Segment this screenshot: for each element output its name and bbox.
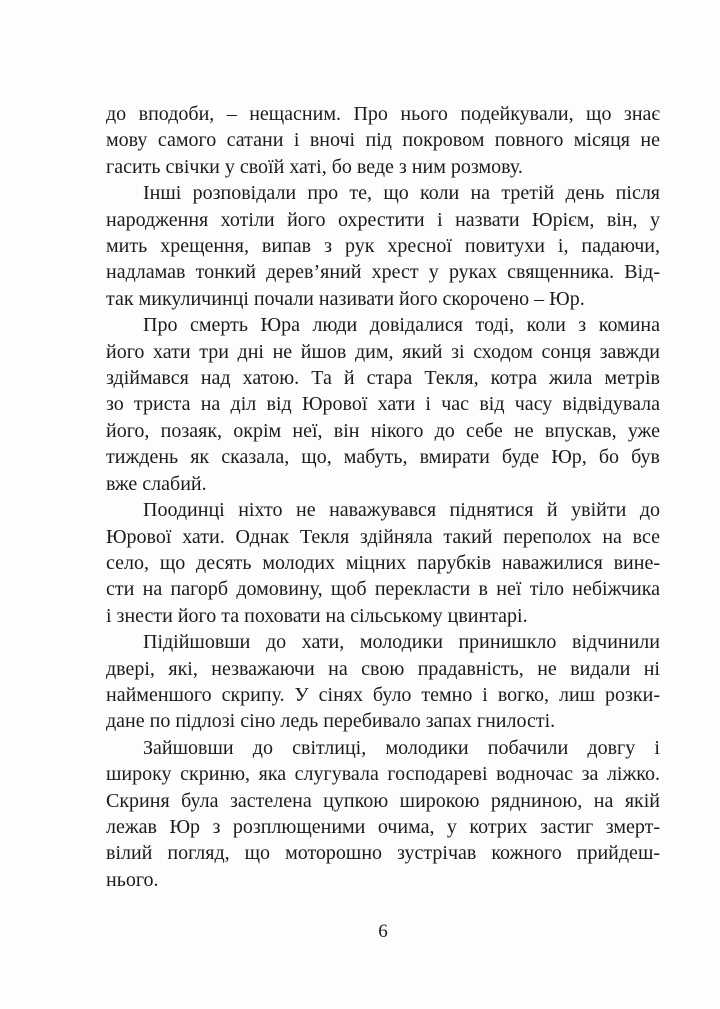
text-line: його хати три дні не йшов дим, який зі сходом сонця завжди bbox=[106, 340, 660, 363]
text-block bbox=[106, 101, 660, 893]
text-line: тиждень як сказала, що, мабуть, вмирати буде Юр, бо був bbox=[106, 446, 660, 469]
text-line: лежав Юр з розплющеними очима, у котрих застиг змерт- bbox=[106, 815, 660, 838]
text-line: гасить свічки у своїй хаті, бо веде з ним розмову. bbox=[106, 155, 523, 178]
text-line: так микуличинці почали називати його скорочено – Юр. bbox=[106, 287, 585, 310]
text-line: двері, які, незважаючи на свою прадавність, не видали ні bbox=[106, 657, 660, 680]
text-line: вілий погляд, що моторошно зустрічав кожного прийдеш- bbox=[106, 842, 660, 865]
text-line: широку скриню, яка слугувала господареві водночас за ліжко. bbox=[106, 763, 660, 786]
text-line: сти на пагорб домовину, щоб перекласти в неї тіло небіжчика bbox=[106, 578, 660, 601]
text-line: дане по підлозі сіно ледь перебивало запах гнилості. bbox=[106, 710, 556, 733]
text-line: Зайшовши до світлиці, молодики побачили довгу і bbox=[143, 736, 660, 759]
text-line: вже слабий. bbox=[106, 472, 207, 495]
text-line: Підійшовши до хати, молодики принишкло відчинили bbox=[143, 631, 660, 654]
text-line: село, що десять молодих міцних парубків наважилися вине- bbox=[106, 551, 660, 574]
text-line: найменшого скрипу. У сінях було темно і вогко, лиш розки- bbox=[106, 683, 660, 706]
text-line: зо триста на діл від Юрової хати і час від часу відвідувала bbox=[106, 393, 660, 416]
text-line: до вподоби, – нещасним. Про нього подейкували, що знає bbox=[106, 103, 660, 125]
text-line: мову самого сатани і вночі під покровом повного місяця не bbox=[106, 129, 660, 152]
text-line: Юрової хати. Однак Текля здійняла такий переполох на все bbox=[106, 525, 660, 548]
text-line: Інші розповідали про те, що коли на третій день після bbox=[143, 182, 660, 205]
text-line: здіймався над хатою. Та й стара Текля, котра жила метрів bbox=[106, 367, 660, 390]
text-line: його, позаяк, окрім неї, він нікого до себе не впускав, уже bbox=[106, 419, 660, 442]
text-line: нього. bbox=[106, 868, 159, 891]
text-line: народження хотіли його охрестити і назвати Юрієм, він, у bbox=[106, 208, 660, 231]
text-line: і знести його та поховати на сільському цвинтарі. bbox=[106, 604, 528, 627]
text-line: Поодинці ніхто не наважувався піднятися й увійти до bbox=[143, 499, 660, 522]
text-line: Про смерть Юра люди довідалися тоді, коли з комина bbox=[143, 314, 660, 337]
text-line: Скриня була застелена цупкою широкою рядниною, на якій bbox=[106, 789, 660, 812]
text-line: надламав тонкий дерев’яний хрест у руках священника. Від- bbox=[106, 261, 660, 284]
text-line: мить хрещення, випав з рук хресної повитухи і, падаючи, bbox=[106, 235, 660, 258]
page-number: 6 bbox=[378, 921, 388, 942]
